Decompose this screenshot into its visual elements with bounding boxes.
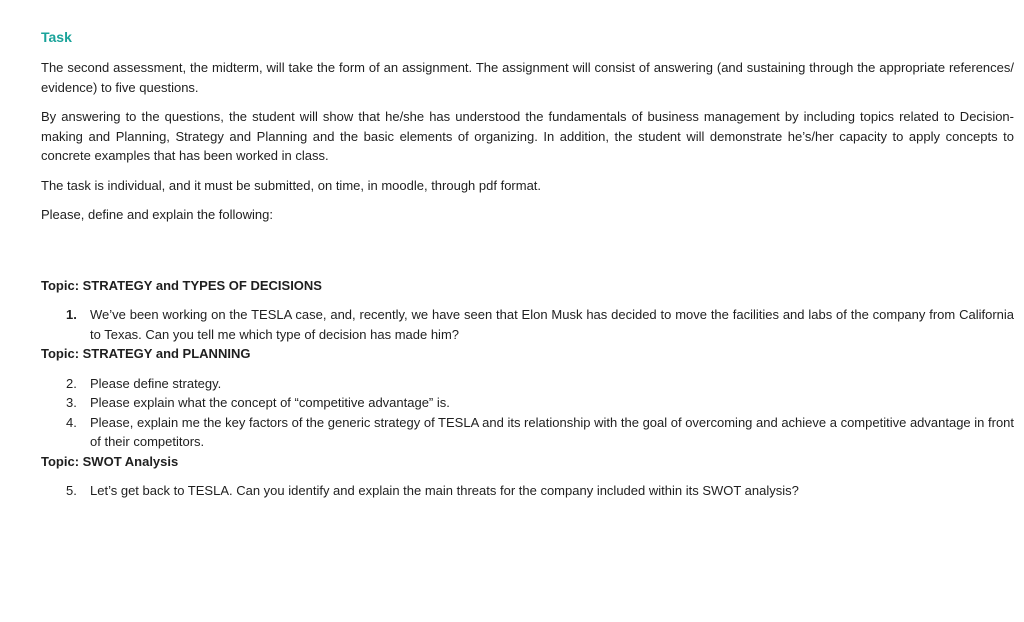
question-list-decisions — [41, 305, 1014, 344]
question-item — [41, 413, 1014, 452]
question-item — [41, 393, 1014, 413]
intro-paragraph: The second assessment, the midterm, will take the form of an assignment. The assignment will consist of answering (and sustaining through the appropriate references/ evidence) to five questions. — [41, 60, 1014, 95]
topic-heading-planning: Topic: STRATEGY and PLANNING — [41, 346, 251, 361]
question-text: Please explain what the concept of “competitive advantage” is. — [90, 395, 450, 410]
question-number: 1. — [66, 307, 77, 322]
question-text: Let’s get back to TESLA. Can you identify and explain the main threats for the company included within its SWOT analysis? — [90, 483, 799, 498]
question-text: Please, explain me the key factors of the generic strategy of TESLA and its relationship with the goal of overcoming and achieve a competitive advantage in front of their competitors. — [90, 414, 1015, 449]
question-number: 2. — [66, 375, 77, 391]
question-item — [41, 481, 1014, 501]
task-title: Task — [41, 29, 72, 45]
spacer — [41, 235, 1014, 276]
question-list-swot — [41, 481, 1014, 501]
question-item — [41, 305, 1014, 344]
document-page — [41, 27, 1014, 501]
question-number: 3. — [66, 395, 77, 410]
topic-heading-decisions: Topic: STRATEGY and TYPES OF DECISIONS — [41, 277, 322, 293]
question-list-planning — [41, 374, 1014, 452]
objectives-paragraph: By answering to the questions, the student will show that he/she has understood the fundamentals of business management by including topics related to Decision-making and Planning, Strategy and Planning and the basic elements of organizing. In addition, the student will demonstrate he’s/her capacity to apply concepts to concrete examples that has been worked in class. — [41, 109, 1014, 163]
question-number: 5. — [66, 483, 77, 498]
question-text: We’ve been working on the TESLA case, and, recently, we have seen that Elon Musk has decided to move the facilities and labs of the company from California to Texas. Can you tell me which type of decision has made him? — [90, 307, 1014, 342]
instruction-paragraph: Please, define and explain the following: — [41, 207, 273, 222]
question-number: 4. — [66, 414, 77, 430]
submission-paragraph: The task is individual, and it must be submitted, on time, in moodle, through pdf format. — [41, 177, 542, 193]
question-item — [41, 374, 1014, 394]
topic-heading-swot: Topic: SWOT Analysis — [41, 453, 179, 469]
question-text: Please define strategy. — [90, 375, 222, 391]
